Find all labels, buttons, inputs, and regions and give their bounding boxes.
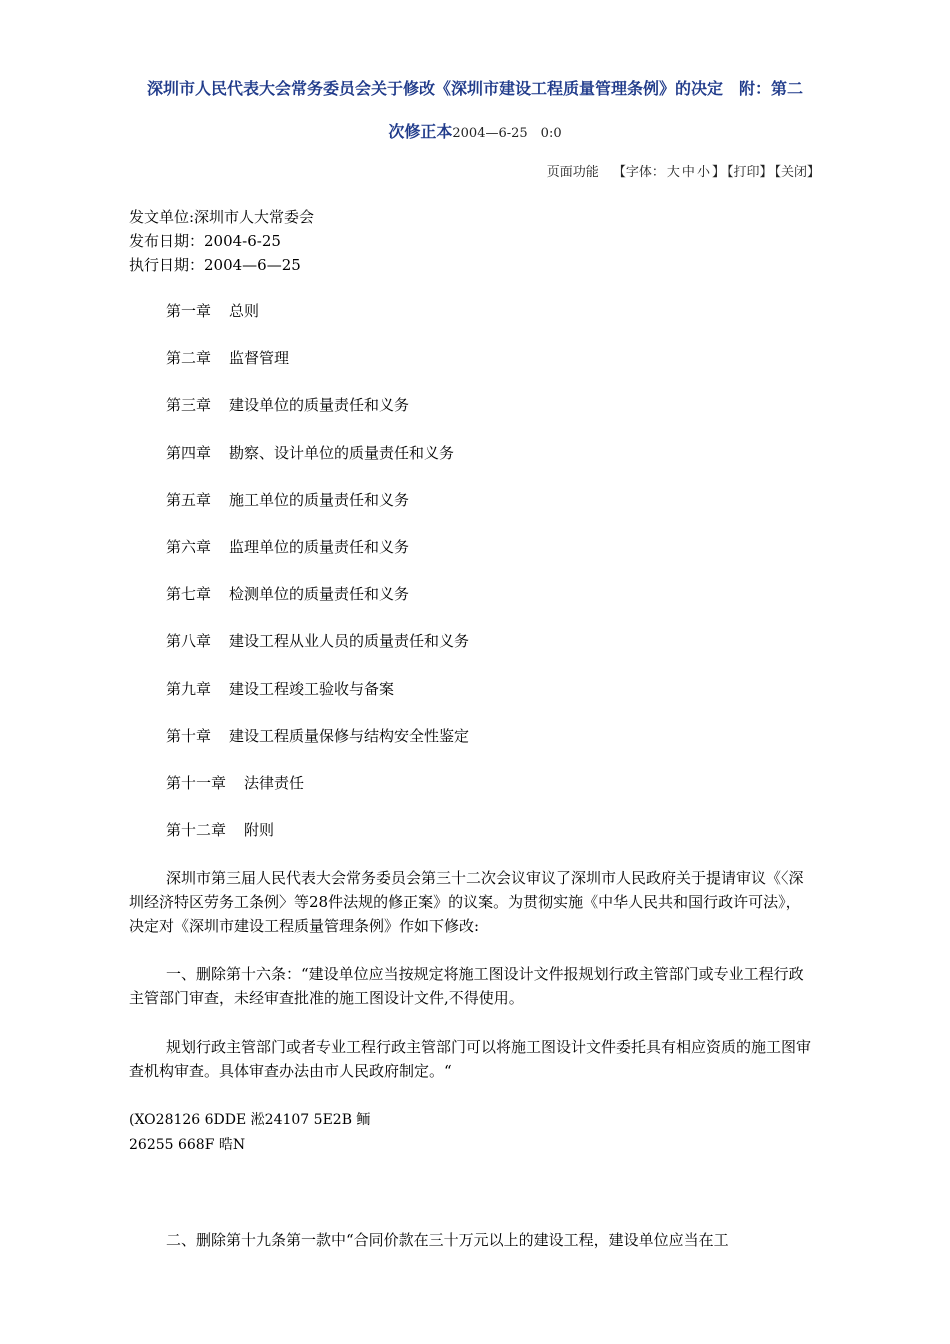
font-size-label: 【字体： (612, 165, 665, 180)
amendment-item-1: 一、删除第十六条：“建设单位应当按规定将施工图设计文件报规划行政主管部门或专业工程行政主管部门审查，未经审查批准的施工图设计文件,不得使用。 (129, 965, 804, 1007)
chapter-title: 总则 (229, 302, 260, 320)
close-link[interactable]: 【关闭】 (774, 165, 820, 180)
issuer: 发文单位:深圳市人大常委会 (129, 208, 315, 226)
chapter-title: 监理单位的质量责任和义务 (229, 537, 410, 556)
title-line2: 次修正本 (388, 122, 453, 141)
publish-date: 发布日期：2004-6-25 (129, 232, 281, 250)
font-size-bracket: 】 (711, 165, 725, 180)
title-line1: 深圳市人民代表大会常务委员会关于修改《深圳市建设工程质量管理条例》的决定 附：第二 (146, 79, 803, 98)
amendment-item-2: 二、删除第十九条第一款中“合同价款在三十万元以上的建设工程，建设单位应当在工 (166, 1231, 729, 1249)
chapter-title: 附则 (244, 821, 275, 840)
chapter-number: 第一章 (166, 302, 212, 320)
chapter-number: 第九章 (166, 679, 212, 698)
chapter-item (166, 440, 469, 487)
chapter-item (166, 817, 469, 864)
chapter-title: 勘察、设计单位的质量责任和义务 (229, 443, 455, 462)
chapter-item (166, 487, 469, 534)
garbled-line: 26255 668F 晧N (129, 1137, 246, 1153)
chapter-number: 第十章 (166, 726, 212, 745)
chapter-number: 第三章 (166, 396, 212, 415)
chapter-item (166, 628, 469, 675)
amendment-item-1-continued: 规划行政主管部门或者专业工程行政主管部门可以将施工图设计文件委托具有相应资质的施工图审查机构审查。具体审查办法由市人民政府制定。“ (129, 1038, 812, 1080)
intro-paragraph: 深圳市第三届人民代表大会常务委员会第三十二次会议审议了深圳市人民政府关于提请审议《〈深圳经济特区劳务工条例〉等28件法规的修正案》的议案。为贯彻实施《中华人民共和国行政许可法》，决定对《深圳市建设工程质量管理条例》作如下修改: (129, 869, 804, 935)
page-tools-label: 页面功能 (546, 165, 599, 180)
chapter-item (166, 534, 469, 581)
document-title-continued (120, 121, 830, 145)
chapter-item (166, 676, 469, 723)
chapter-item (166, 345, 469, 392)
publish-timestamp: 2004—6-25 0:0 (452, 126, 562, 141)
document-info (129, 205, 314, 277)
page-tools (545, 161, 820, 180)
effective-date: 执行日期：2004—6—25 (129, 256, 301, 274)
chapter-number: 第七章 (166, 585, 212, 604)
chapter-item (166, 723, 469, 770)
font-large-link[interactable]: 大 (666, 165, 680, 180)
chapter-title: 施工单位的质量责任和义务 (229, 490, 410, 509)
garbled-line: (XO28126 6DDE 淞24107 5E2B 鲕 (129, 1112, 371, 1128)
document-title (120, 78, 830, 100)
chapter-list (166, 298, 469, 864)
chapter-title: 建设单位的质量责任和义务 (229, 396, 410, 415)
chapter-item (166, 581, 469, 628)
chapter-number: 第八章 (166, 632, 212, 651)
chapter-title: 检测单位的质量责任和义务 (229, 585, 410, 604)
garbled-text-block (129, 1108, 370, 1158)
chapter-number: 第二章 (166, 349, 212, 368)
chapter-title: 法律责任 (244, 773, 305, 792)
chapter-number: 第十一章 (166, 773, 227, 792)
chapter-item (166, 392, 469, 439)
chapter-item (166, 770, 469, 817)
chapter-number: 第五章 (166, 490, 212, 509)
chapter-number: 第四章 (166, 443, 212, 462)
chapter-item (166, 298, 469, 345)
font-medium-link[interactable]: 中 (681, 165, 695, 180)
chapter-number: 第六章 (166, 537, 212, 556)
chapter-title: 监督管理 (229, 349, 290, 368)
chapter-title: 建设工程从业人员的质量责任和义务 (229, 632, 470, 651)
chapter-title: 建设工程竣工验收与备案 (229, 679, 395, 698)
font-small-link[interactable]: 小 (696, 165, 710, 180)
chapter-title: 建设工程质量保修与结构安全性鉴定 (229, 726, 470, 745)
chapter-number: 第十二章 (166, 821, 227, 840)
print-link[interactable]: 【打印】 (726, 165, 773, 180)
